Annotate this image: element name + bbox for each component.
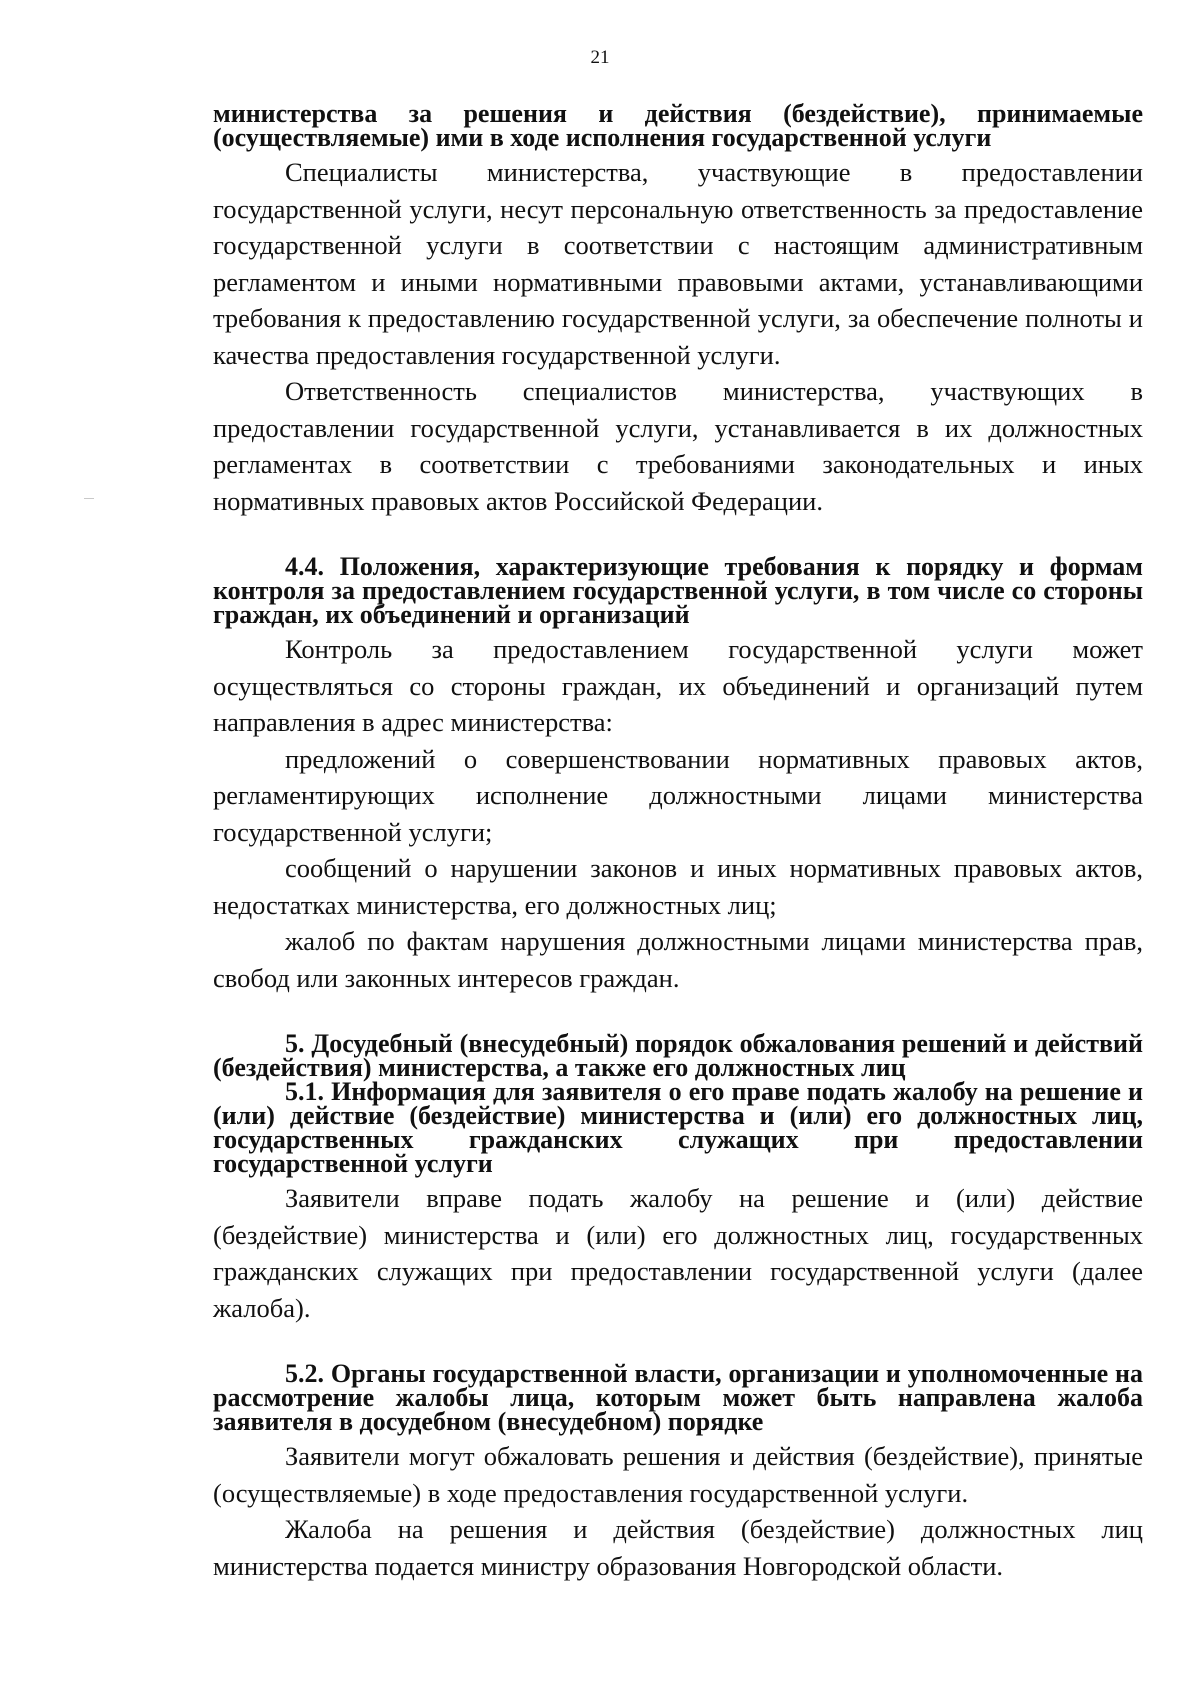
paragraph-appeal-decisions: Заявители могут обжаловать решения и действия (бездействие), принятые (осуществляемые) в ходе предоставления государственной услуги. (213, 1441, 1143, 1508)
scan-artifact (84, 498, 94, 499)
paragraph-complaints: жалоб по фактам нарушения должностными лицами министерства прав, свобод или законных интересов граждан. (213, 926, 1143, 993)
heading-section-5-1: 5.1. Информация для заявителя о его праве подать жалобу на решение и (или) действие (бездействие) министерства и (или) его должностных лиц, государственных гражданских служащих при предоставлении государственной услуги (213, 1077, 1143, 1178)
page-number: 21 (590, 47, 610, 68)
heading-responsibility: министерства за решения и действия (бездействие), принимаемые (осуществляемые) ими в ходе исполнения государственной услуги (213, 99, 1143, 152)
document-body (213, 99, 1143, 1584)
paragraph-reports: сообщений о нарушении законов и иных нормативных правовых актов, недостатках министерства, его должностных лиц; (213, 853, 1143, 920)
paragraph-complaint-to-minister: Жалоба на решения и действия (бездействие) должностных лиц министерства подается министру образования Новгородской области. (213, 1514, 1143, 1581)
paragraph-control-citizens: Контроль за предоставлением государственной услуги может осуществляться со стороны граждан, их объединений и организаций путем направления в адрес министерства: (213, 634, 1143, 737)
heading-section-5: 5. Досудебный (внесудебный) порядок обжалования решений и действий (бездействия) министерства, а также его должностных лиц (213, 1029, 1143, 1082)
paragraph-responsibility-regulations: Ответственность специалистов министерства, участвующих в предоставлении государственной услуги, устанавливается в их должностных регламентах в соответствии с требованиями законодательных и иных нормативных правовых актов Российской Федерации. (213, 376, 1143, 516)
paragraph-specialists-responsibility: Специалисты министерства, участвующие в предоставлении государственной услуги, несут персональную ответственность за предоставление государственной услуги в соответствии с настоящим административным регламентом и иными нормативными правовыми актами, устанавливающими требования к предоставлению государственной услуги, за обеспечение полноты и качества предоставления государственной услуги. (213, 157, 1143, 370)
paragraph-right-to-complain: Заявители вправе подать жалобу на решение и (или) действие (бездействие) министерства и (или) его должностных лиц, государственных гражданских служащих при предоставлении государственной услуги (далее жалоба). (213, 1183, 1143, 1323)
heading-section-5-2: 5.2. Органы государственной власти, организации и уполномоченные на рассмотрение жалобы лица, которым может быть направлена жалоба заявителя в досудебном (внесудебном) порядке (213, 1359, 1143, 1436)
paragraph-proposals: предложений о совершенствовании нормативных правовых актов, регламентирующих исполнение должностными лицами министерства государственной услуги; (213, 743, 1143, 847)
heading-section-4-4: 4.4. Положения, характеризующие требования к порядку и формам контроля за предоставлением государственной услуги, в том числе со стороны граждан, их объединений и организаций (213, 552, 1143, 629)
